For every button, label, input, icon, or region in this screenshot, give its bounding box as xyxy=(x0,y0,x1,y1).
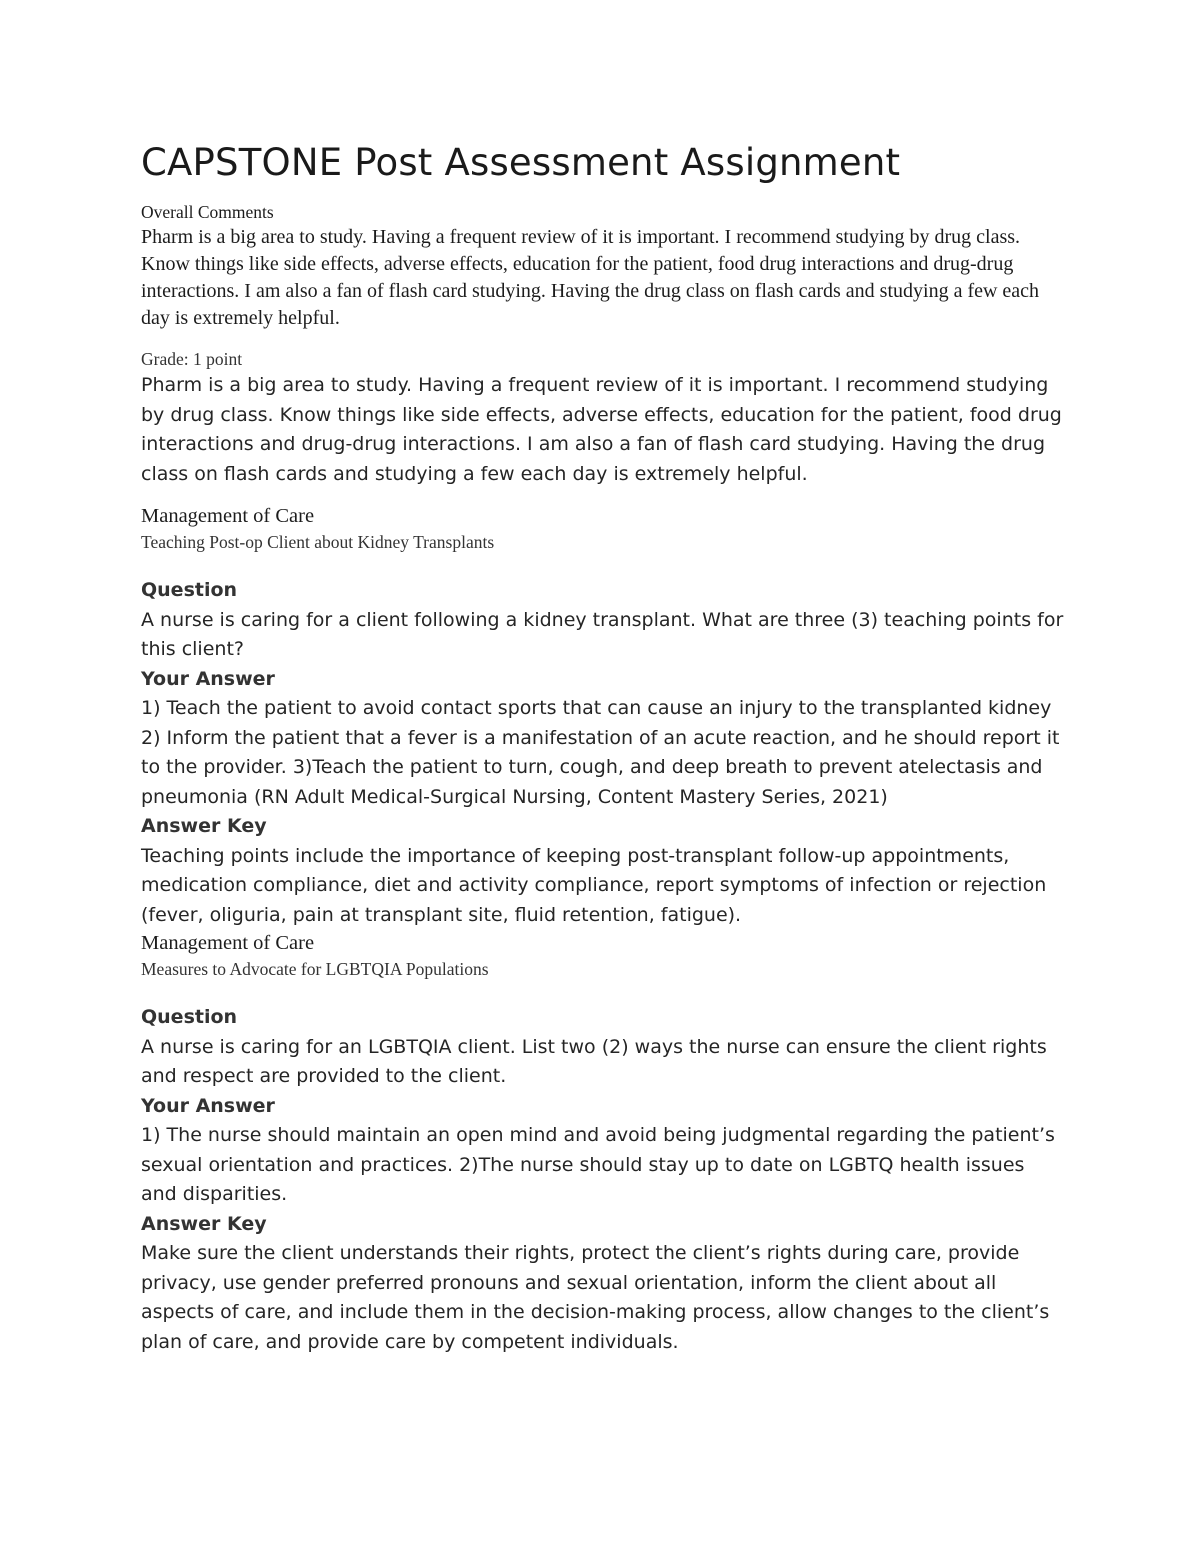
answer-key-text: Teaching points include the importance of keeping post-transplant follow-up appointments, medication compliance, diet and activity compliance, report symptoms of infection or rejection (fever, oliguria, pain at transplant site, fluid retention, fatigue). xyxy=(141,844,1047,926)
overall-comments-text: Pharm is a big area to study. Having a frequent review of it is important. I recommend studying by drug class. Know things like side effects, adverse effects, education for the patient, food drug interactions and drug-drug interactions. I am also a fan of flash card studying. Having the drug class on flash cards and studying a few each day is extremely helpful. xyxy=(141,226,1040,329)
section-topic: Teaching Post-op Client about Kidney Transplants xyxy=(141,532,495,552)
section-lgbtqia xyxy=(141,930,1066,1357)
grade-comment: Pharm is a big area to study. Having a frequent review of it is important. I recommend studying by drug class. Know things like side effects, adverse effects, education for the patient, food drug interactions and drug-drug interactions. I am also a fan of flash card studying. Having the drug class on flash cards and studying a few each day is extremely helpful. xyxy=(141,374,1062,485)
question-label: Question xyxy=(141,579,238,601)
question-text: A nurse is caring for an LGBTQIA client. List two (2) ways the nurse can ensure the client rights and respect are provided to the client. xyxy=(141,1035,1047,1087)
question-text: A nurse is caring for a client following a kidney transplant. What are three (3) teaching points for this client? xyxy=(141,608,1064,660)
your-answer-label: Your Answer xyxy=(141,667,275,690)
overall-comments-label: Overall Comments xyxy=(141,202,274,222)
section-topic: Measures to Advocate for LGBTQIA Populations xyxy=(141,959,489,979)
answer-key-text: Make sure the client understands their rights, protect the client’s rights during care, provide privacy, use gender preferred pronouns and sexual orientation, inform the client about all aspects of care, and include them in the decision-making process, allow changes to the client’s plan of care, and provide care by competent individuals. xyxy=(141,1242,1050,1353)
answer-key-label: Answer Key xyxy=(141,815,267,837)
your-answer-text: 1) The nurse should maintain an open mind and avoid being judgmental regarding the patient’s sexual orientation and practices. 2)The nurse should stay up to date on LGBTQ health issues and disparities. xyxy=(141,1124,1055,1205)
page-title: CAPSTONE Post Assessment Assignment xyxy=(141,141,901,184)
section-category: Management of Care xyxy=(141,932,315,954)
answer-key-label: Answer Key xyxy=(141,1212,267,1235)
your-answer-text: 1) Teach the patient to avoid contact sports that can cause an injury to the transplanted kidney 2) Inform the patient that a fever is a manifestation of an acute reaction, and he should report it to the provider. 3)Teach the patient to turn, cough, and deep breath to prevent atelectasis and pneumonia (RN Adult Medical-Surgical Nursing, Content Mastery Series, 2021) xyxy=(141,697,1060,808)
your-answer-label: Your Answer xyxy=(141,1094,275,1117)
section-category: Management of Care xyxy=(141,505,315,527)
question-label: Question xyxy=(141,1006,238,1028)
document-page xyxy=(141,138,1066,1357)
grade-label: Grade: 1 point xyxy=(141,349,243,369)
section-kidney-transplant xyxy=(141,503,1066,930)
